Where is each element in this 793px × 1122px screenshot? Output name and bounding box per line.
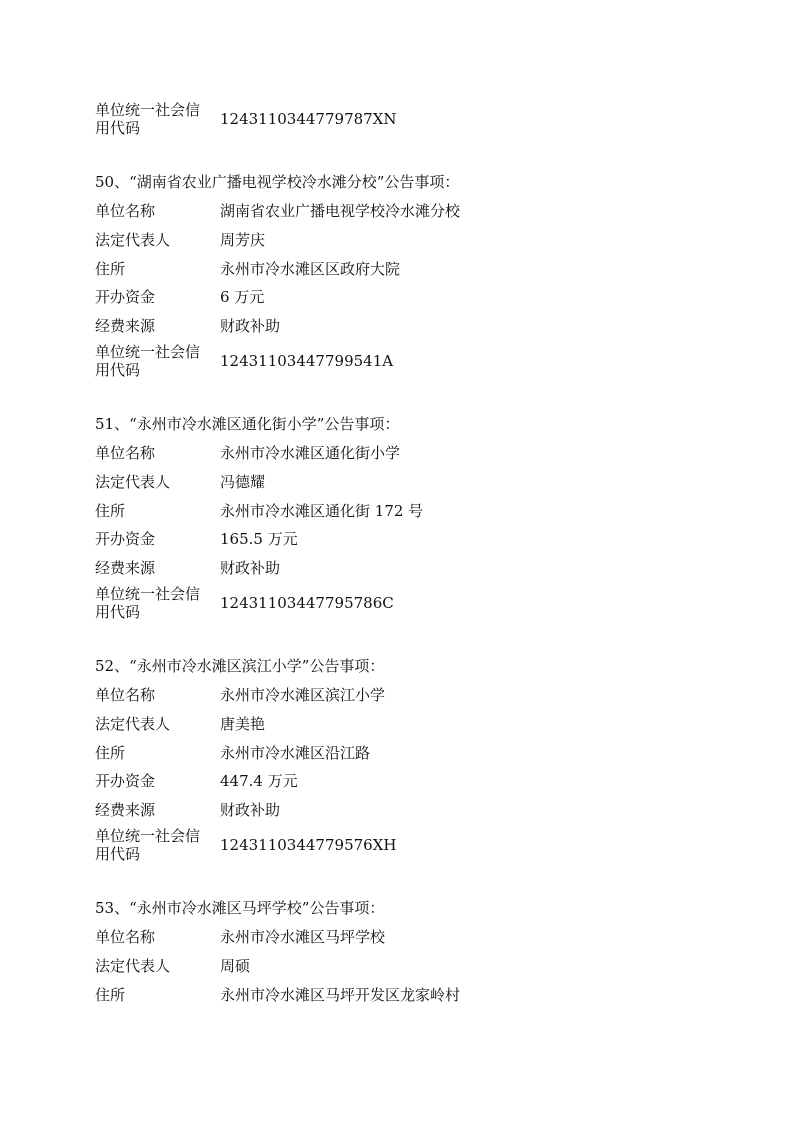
row-value: 湖南省农业广播电视学校冷水滩分校 <box>220 202 461 220</box>
row-value: 1243110344779787XN <box>220 110 397 128</box>
row-label: 单位统一社会信用代码 <box>95 585 201 621</box>
row-value: 447.4 万元 <box>220 772 298 790</box>
row-label: 住所 <box>95 986 126 1004</box>
row-label: 单位统一社会信用代码 <box>95 101 201 137</box>
row-value: 165.5 万元 <box>220 530 298 548</box>
row-label: 开办资金 <box>95 288 156 306</box>
row-value: 财政补助 <box>220 317 281 335</box>
row-label: 单位名称 <box>95 686 156 704</box>
row-label: 住所 <box>95 744 126 762</box>
row-value: 永州市冷水滩区通化街小学 <box>220 444 401 462</box>
row-label: 单位名称 <box>95 928 156 946</box>
row-label: 单位名称 <box>95 444 156 462</box>
section-heading: 51、“永州市冷水滩区通化街小学”公告事项： <box>95 415 400 433</box>
row-value: 1243110344779576XH <box>220 836 397 854</box>
row-label: 住所 <box>95 260 126 278</box>
section-heading: 53、“永州市冷水滩区马坪学校”公告事项： <box>95 899 385 917</box>
row-label: 单位名称 <box>95 202 156 220</box>
row-label: 经费来源 <box>95 317 156 335</box>
row-value: 冯德耀 <box>220 473 266 491</box>
row-label: 法定代表人 <box>95 715 171 733</box>
row-label: 法定代表人 <box>95 957 171 975</box>
row-value: 周硕 <box>220 957 251 975</box>
row-label: 单位统一社会信用代码 <box>95 343 201 379</box>
row-value: 周芳庆 <box>220 231 266 249</box>
row-value: 唐美艳 <box>220 715 266 733</box>
row-value: 永州市冷水滩区区政府大院 <box>220 260 401 278</box>
row-label: 经费来源 <box>95 801 156 819</box>
row-value: 永州市冷水滩区马坪学校 <box>220 928 386 946</box>
row-value: 永州市冷水滩区通化街 172 号 <box>220 502 424 520</box>
row-value: 12431103447795786C <box>220 594 394 612</box>
row-value: 6 万元 <box>220 288 265 306</box>
row-label: 开办资金 <box>95 772 156 790</box>
row-value: 12431103447799541A <box>220 352 394 370</box>
row-value: 财政补助 <box>220 801 281 819</box>
row-value: 永州市冷水滩区沿江路 <box>220 744 371 762</box>
row-value: 永州市冷水滩区滨江小学 <box>220 686 386 704</box>
section-heading: 52、“永州市冷水滩区滨江小学”公告事项： <box>95 657 385 675</box>
row-value: 永州市冷水滩区马坪开发区龙家岭村 <box>220 986 461 1004</box>
row-label: 开办资金 <box>95 530 156 548</box>
row-value: 财政补助 <box>220 559 281 577</box>
row-label: 法定代表人 <box>95 473 171 491</box>
row-label: 住所 <box>95 502 126 520</box>
row-label: 法定代表人 <box>95 231 171 249</box>
row-label: 单位统一社会信用代码 <box>95 827 201 863</box>
row-label: 经费来源 <box>95 559 156 577</box>
section-heading: 50、“湖南省农业广播电视学校冷水滩分校”公告事项： <box>95 173 460 191</box>
